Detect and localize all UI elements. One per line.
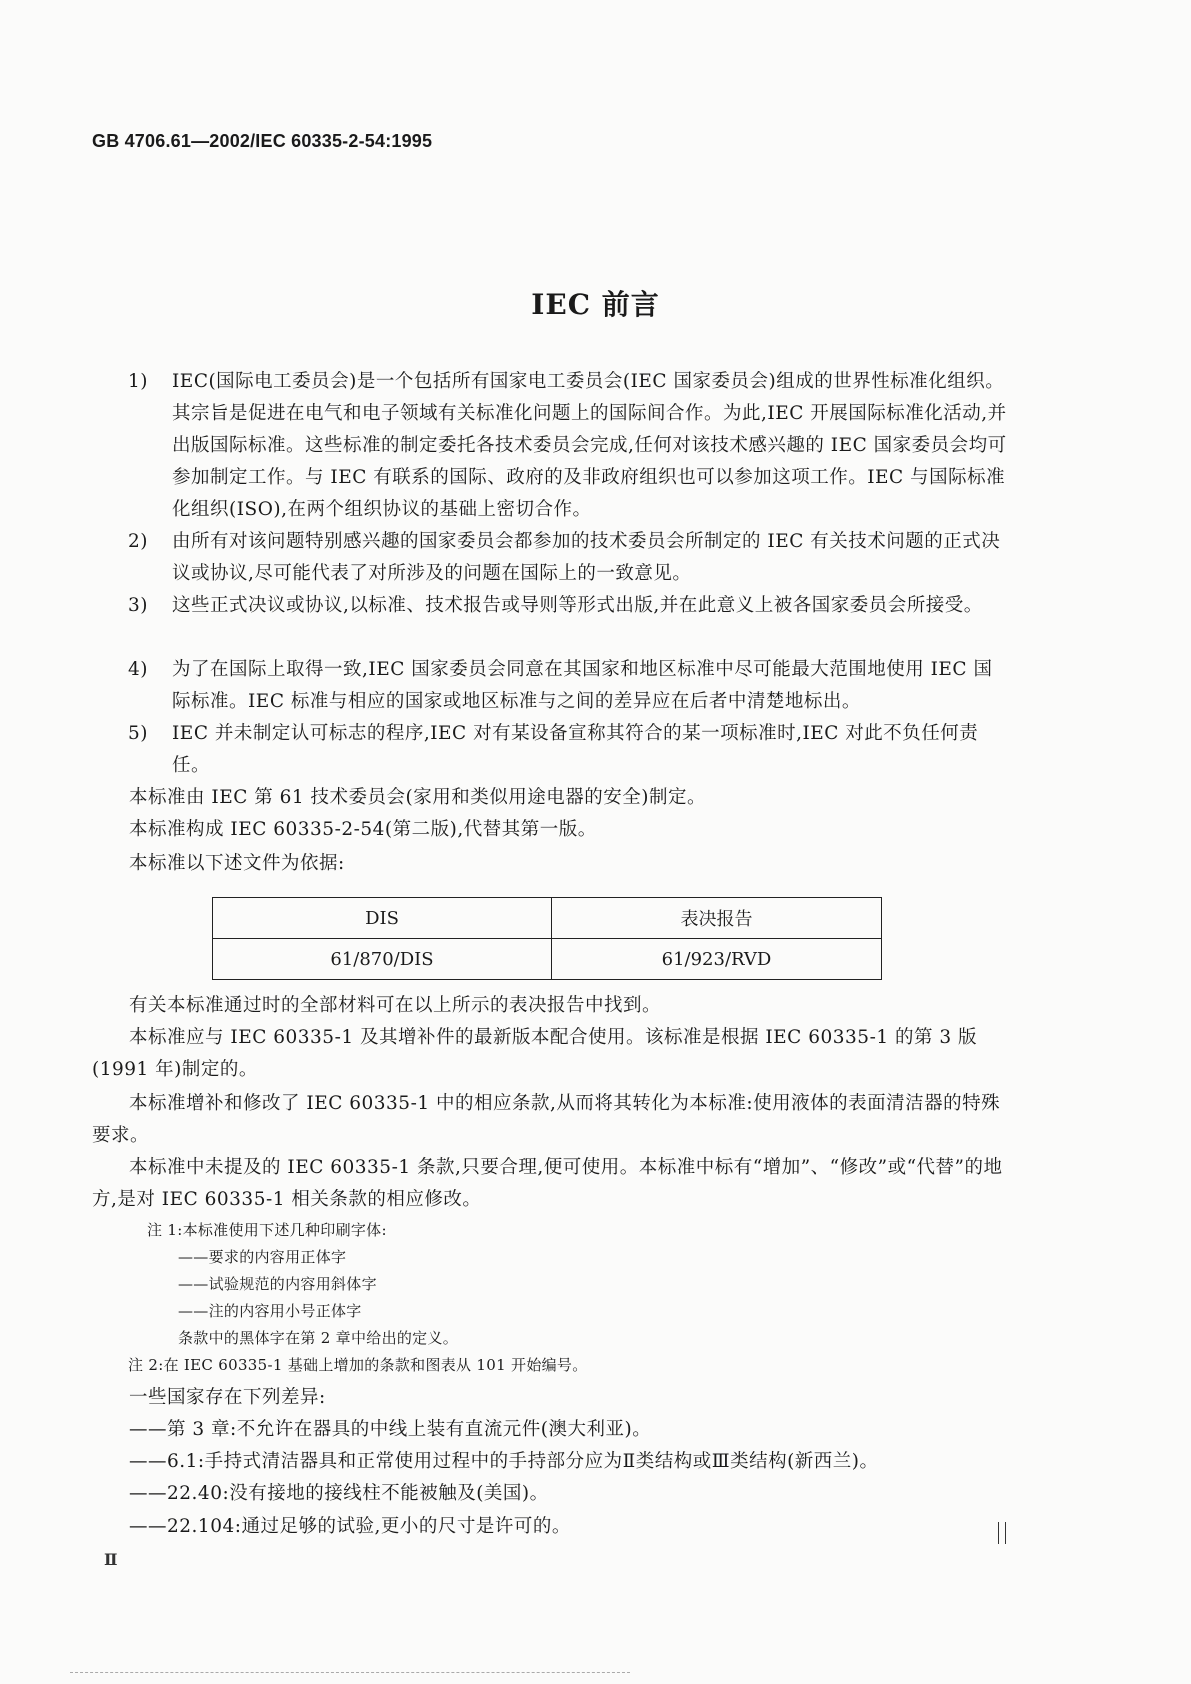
item-text: 为了在国际上取得一致,IEC 国家委员会同意在其国家和地区标准中尽可能最大范围地使用 IEC 国际标准。IEC 标准与相应的国家或地区标准与之间的差异应在后者中清楚地标出。 (172, 659, 993, 712)
numbered-item-2 (128, 526, 1008, 590)
note-1-item: ——要求的内容用正体字 (178, 1248, 347, 1266)
item-text: 由所有对该问题特别感兴趣的国家委员会都参加的技术委员会所制定的 IEC 有关技术问题的正式决议或协议,尽可能代表了对所涉及的问题在国际上的一致意见。 (172, 531, 1001, 584)
item-number: 3) (128, 595, 148, 616)
paragraph-usage: 本标准应与 IEC 60335-1 及其增补件的最新版本配合使用。该标准是根据 IEC 60335-1 的第 3 版(1991 年)制定的。 (92, 1027, 977, 1080)
note-1-item: ——注的内容用小号正体字 (178, 1302, 362, 1320)
numbered-item-4 (128, 654, 1008, 718)
note-1-intro: 注 1:本标准使用下述几种印刷字体: (147, 1221, 387, 1239)
change-bar-mark (998, 1522, 1006, 1544)
difference-item: ——第 3 章:不允许在器具的中线上装有直流元件(澳大利亚)。 (129, 1419, 652, 1440)
numbered-item-5 (128, 718, 1008, 782)
item-number: 2) (128, 531, 148, 552)
note-1-tail: 条款中的黑体字在第 2 章中给出的定义。 (178, 1329, 459, 1347)
numbered-item-3 (128, 590, 1008, 622)
item-number: 5) (128, 723, 148, 744)
statement-edition: 本标准构成 IEC 60335-2-54(第二版),代替其第一版。 (129, 819, 597, 840)
table-header-row (213, 898, 882, 939)
scan-edge-line (70, 1672, 630, 1673)
page-number: Ⅱ (104, 1550, 118, 1569)
difference-item: ——6.1:手持式清洁器具和正常使用过程中的手持部分应为Ⅱ类结构或Ⅲ类结构(新西兰)。 (129, 1451, 879, 1472)
paragraph-materials: 有关本标准通过时的全部材料可在以上所示的表决报告中找到。 (129, 995, 662, 1016)
standard-code-header: GB 4706.61—2002/IEC 60335-2-54:1995 (92, 131, 433, 151)
note-2: 注 2:在 IEC 60335-1 基础上增加的条款和图表从 101 开始编号。 (128, 1356, 588, 1374)
note-1-item: ——试验规范的内容用斜体字 (178, 1275, 377, 1293)
table-cell: 61/923/RVD (552, 939, 882, 980)
item-text: IEC 并未制定认可标志的程序,IEC 对有某设备宣称其符合的某一项标准时,IEC 对此不负任何责任。 (172, 723, 979, 776)
item-number: 1) (128, 371, 148, 392)
document-basis-table (212, 897, 882, 980)
table-cell: 61/870/DIS (213, 939, 552, 980)
statement-committee: 本标准由 IEC 第 61 技术委员会(家用和类似用途电器的安全)制定。 (129, 787, 706, 808)
difference-item: ——22.104:通过足够的试验,更小的尺寸是许可的。 (129, 1516, 571, 1537)
paragraph-unmentioned: 本标准中未提及的 IEC 60335-1 条款,只要合理,便可使用。本标准中标有“增加”、“修改”或“代替”的地方,是对 IEC 60335-1 相关条款的相应修改。 (92, 1157, 1003, 1210)
item-number: 4) (128, 659, 148, 680)
item-text: 这些正式决议或协议,以标准、技术报告或导则等形式出版,并在此意义上被各国家委员会所接受。 (172, 595, 983, 616)
difference-item: ——22.40:没有接地的接线柱不能被触及(美国)。 (129, 1483, 549, 1504)
differences-intro: 一些国家存在下列差异: (129, 1387, 326, 1408)
page-title: IEC 前言 (531, 288, 660, 321)
statement-basis: 本标准以下述文件为依据: (129, 853, 345, 874)
numbered-item-1 (128, 366, 1008, 526)
table-header-cell: 表决报告 (552, 898, 882, 939)
table-row (213, 939, 882, 980)
paragraph-supplement: 本标准增补和修改了 IEC 60335-1 中的相应条款,从而将其转化为本标准:使用液体的表面清洁器的特殊要求。 (92, 1093, 1001, 1146)
item-text: IEC(国际电工委员会)是一个包括所有国家电工委员会(IEC 国家委员会)组成的世界性标准化组织。其宗旨是促进在电气和电子领域有关标准化问题上的国际间合作。为此,IEC 开展国际标准化活动,并出版国际标准。这些标准的制定委托各技术委员会完成,任何对该技术感兴趣的 IEC 国家委员会均可参加制定工作。与 IEC 有联系的国际、政府的及非政府组织也可以参加这项工作。IEC 与国际标准化组织(ISO),在两个组织协议的基础上密切合作。 (172, 371, 1007, 520)
table-header-cell: DIS (213, 898, 552, 939)
